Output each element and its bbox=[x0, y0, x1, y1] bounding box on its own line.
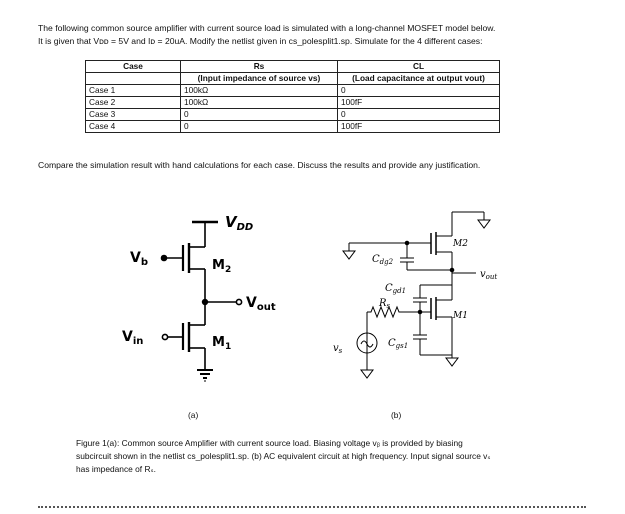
intro-line-2: It is given that Vᴅᴅ = 5V and Iᴅ = 20uA. Modify the netlist given in cs_polesplit1.sp. Simulate for the 4 different cases: bbox=[38, 35, 483, 46]
m1-label: $M_1$ bbox=[212, 335, 232, 352]
figure-a-schematic bbox=[162, 222, 242, 381]
figure-caption bbox=[76, 437, 586, 476]
vout-label: $V_{out}$ bbox=[246, 295, 276, 313]
cgd1-label: $C_{gd1}$ bbox=[385, 283, 407, 295]
cell-rs: 0 bbox=[181, 109, 338, 121]
vin-label: $V_{in}$ bbox=[122, 329, 144, 347]
fig-b-vout-label: $v_{out}$ bbox=[480, 269, 498, 281]
caption-line-1: Figure 1(a): Common source Amplifier with current source load. Biasing voltage vᵦ is provided by biasing bbox=[76, 438, 463, 448]
cell-cl: 100fF bbox=[338, 97, 500, 109]
compare-instructions: Compare the simulation result with hand calculations for each case. Discuss the results and provide any justification. bbox=[38, 160, 481, 170]
header-case: Case bbox=[86, 61, 181, 73]
m2-label: $M_2$ bbox=[212, 258, 232, 275]
cell-cl: 100fF bbox=[338, 121, 500, 133]
figure-b-schematic bbox=[343, 212, 490, 378]
figure-a-sublabel: (a) bbox=[188, 410, 199, 420]
cell-case: Case 3 bbox=[86, 109, 181, 121]
rs-label: $R_s$ bbox=[379, 298, 391, 310]
cdg2-label: $C_{dg2}$ bbox=[372, 254, 394, 266]
cell-rs: 100kΩ bbox=[181, 97, 338, 109]
intro-line-1: The following common source amplifier with current source load is simulated with a long-channel MOSFET model below. bbox=[38, 23, 496, 33]
fig-b-m1-label: M1 bbox=[453, 311, 468, 321]
vs-label: $v_s$ bbox=[333, 343, 343, 355]
cell-rs: 0 bbox=[181, 121, 338, 133]
cell-case: Case 1 bbox=[86, 85, 181, 97]
caption-line-2: subcircuit shown in the netlist cs_polesplit1.sp. (b) AC equivalent circuit at high frequency. Input signal source vₛ bbox=[76, 451, 491, 461]
vb-label: $V_b$ bbox=[130, 250, 149, 268]
fig-b-m2-label: M2 bbox=[453, 239, 468, 249]
cell-cl: 0 bbox=[338, 109, 500, 121]
header-rs: Rs bbox=[181, 61, 338, 73]
header-cl: CL bbox=[338, 61, 500, 73]
cgs1-label: $C_{gs1}$ bbox=[388, 338, 409, 350]
dotted-divider bbox=[38, 506, 586, 508]
cell-case: Case 4 bbox=[86, 121, 181, 133]
subheader-rs: (Input impedance of source vs) bbox=[181, 73, 338, 85]
caption-line-3: has impedance of Rₛ. bbox=[76, 464, 156, 474]
vdd-label: $V_{DD}$ bbox=[225, 213, 254, 233]
figure-b-sublabel: (b) bbox=[391, 410, 402, 420]
cell-rs: 100kΩ bbox=[181, 85, 338, 97]
subheader-cl: (Load capacitance at output vout) bbox=[338, 73, 500, 85]
cell-cl: 0 bbox=[338, 85, 500, 97]
cell-case: Case 2 bbox=[86, 97, 181, 109]
